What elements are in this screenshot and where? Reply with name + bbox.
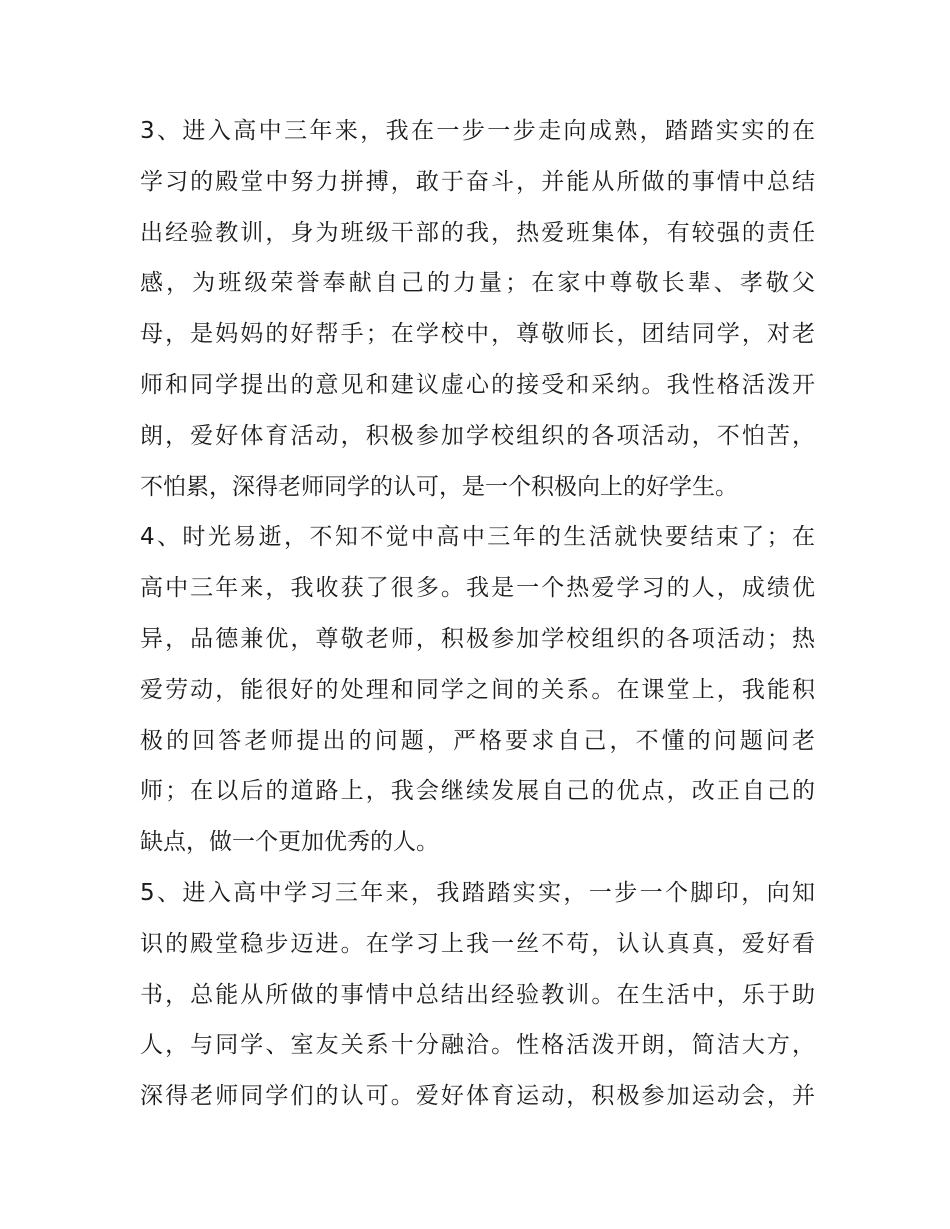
paragraph-line: 高中三年来，我收获了很多。我是一个热爱学习的人，成绩优: [140, 575, 815, 602]
paragraph-4: [140, 512, 815, 868]
document-body: [140, 106, 815, 1122]
paragraph-line: 出经验教训，身为班级干部的我，热爱班集体，有较强的责任: [140, 219, 815, 246]
paragraph-5: [140, 868, 815, 1122]
paragraph-line: 学习的殿堂中努力拼搏，敢于奋斗，并能从所做的事情中总结: [140, 168, 815, 195]
paragraph-line: 深得老师同学们的认可。爱好体育运动，积极参加运动会，并: [140, 1083, 815, 1110]
paragraph-line: 识的殿堂稳步迈进。在学习上我一丝不苟，认认真真，爱好看: [140, 930, 815, 957]
paragraph-line: 师和同学提出的意见和建议虚心的接受和采纳。我性格活泼开: [140, 371, 815, 398]
paragraph-line: 不怕累，深得老师同学的认可，是一个积极向上的好学生。: [140, 473, 738, 500]
paragraph-line: 感，为班级荣誉奉献自己的力量；在家中尊敬长辈、孝敬父: [140, 270, 815, 297]
paragraph-line: 书，总能从所做的事情中总结出经验教训。在生活中，乐于助: [140, 981, 815, 1008]
paragraph-line: 极的回答老师提出的问题，严格要求自己，不懂的问题问老: [140, 727, 815, 754]
paragraph-line: 3、进入高中三年来，我在一步一步走向成熟，踏踏实实的在: [140, 118, 815, 144]
paragraph-line: 缺点，做一个更加优秀的人。: [140, 829, 439, 856]
paragraph-line: 师；在以后的道路上，我会继续发展自己的优点，改正自己的: [140, 778, 815, 805]
paragraph-3: [140, 106, 815, 512]
paragraph-line: 5、进入高中学习三年来，我踏踏实实，一步一个脚印，向知: [140, 879, 815, 906]
paragraph-line: 朗，爱好体育活动，积极参加学校组织的各项活动，不怕苦，: [140, 422, 815, 449]
paragraph-line: 人，与同学、室友关系十分融洽。性格活泼开朗，简洁大方，: [140, 1032, 815, 1059]
paragraph-line: 爱劳动，能很好的处理和同学之间的关系。在课堂上，我能积: [140, 676, 815, 703]
paragraph-line: 4、时光易逝，不知不觉中高中三年的生活就快要结束了；在: [140, 524, 815, 551]
paragraph-line: 异，品德兼优，尊敬老师，积极参加学校组织的各项活动；热: [140, 625, 815, 652]
paragraph-line: 母，是妈妈的好帮手；在学校中，尊敬师长，团结同学，对老: [140, 321, 815, 348]
